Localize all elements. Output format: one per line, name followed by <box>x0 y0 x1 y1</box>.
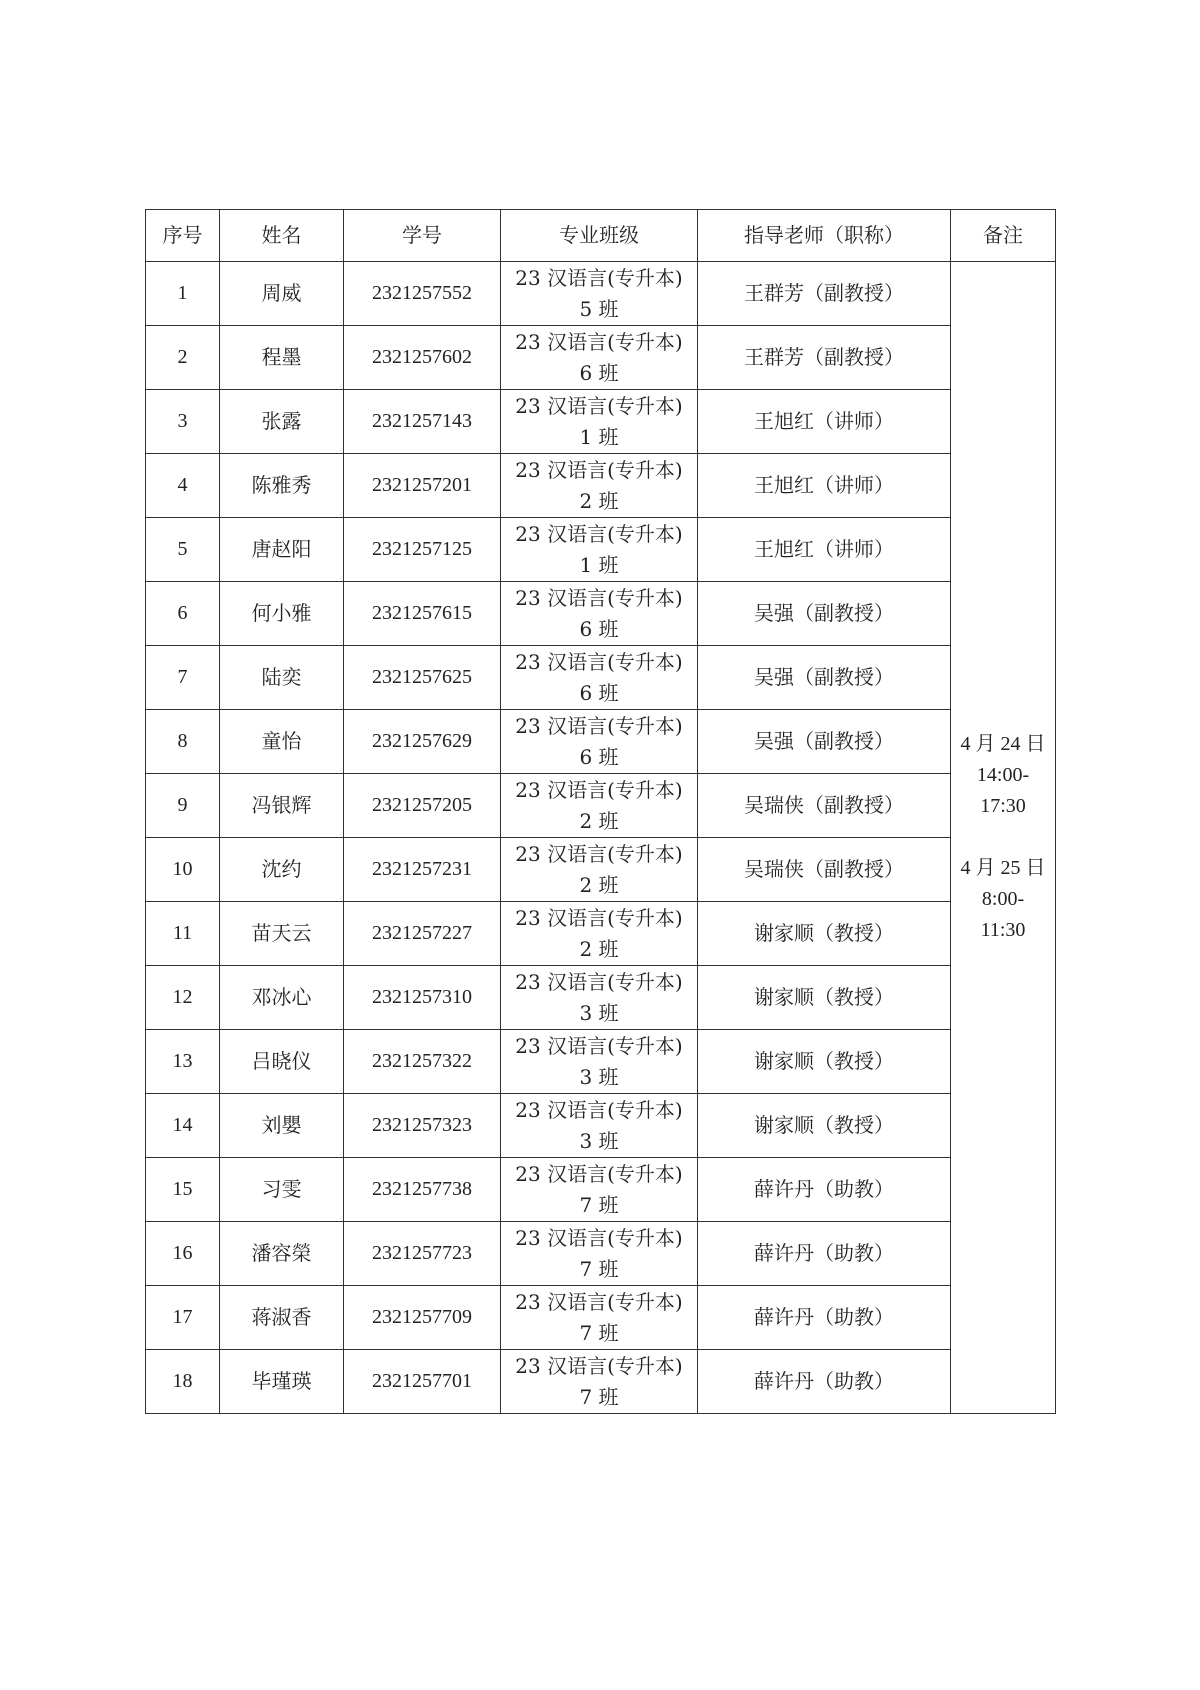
advisor-cell: 薛许丹（助教） <box>698 1222 951 1286</box>
table-row <box>146 1222 1056 1286</box>
major-class-line1: 23 汉语言(专升本) <box>515 1353 683 1378</box>
major-class-line1: 23 汉语言(专升本) <box>515 649 683 674</box>
major-class-line1: 23 汉语言(专升本) <box>515 1097 683 1122</box>
major-class-line1: 23 汉语言(专升本) <box>515 841 683 866</box>
seq-cell: 7 <box>146 646 220 710</box>
header-name: 姓名 <box>220 210 344 262</box>
major-class-cell <box>501 1350 698 1414</box>
seq-cell: 3 <box>146 390 220 454</box>
remark-session1-time-end: 17:30 <box>980 795 1026 817</box>
major-class-line2: 2 班 <box>579 936 619 961</box>
major-class-line2: 3 班 <box>579 1128 619 1153</box>
major-class-cell <box>501 1158 698 1222</box>
name-cell: 程墨 <box>220 326 344 390</box>
name-cell: 张露 <box>220 390 344 454</box>
major-class-line1: 23 汉语言(专升本) <box>515 521 683 546</box>
major-class-line1: 23 汉语言(专升本) <box>515 713 683 738</box>
student-id-cell: 2321257602 <box>344 326 501 390</box>
name-cell: 刘嬰 <box>220 1094 344 1158</box>
remark-spacer <box>955 822 1051 853</box>
advisor-cell: 谢家顺（教授） <box>698 1030 951 1094</box>
table-row <box>146 1094 1056 1158</box>
major-class-line1: 23 汉语言(专升本) <box>515 585 683 610</box>
header-advisor: 指导老师（职称） <box>698 210 951 262</box>
major-class-line2: 1 班 <box>579 552 619 577</box>
major-class-line2: 1 班 <box>579 424 619 449</box>
student-id-cell: 2321257615 <box>344 582 501 646</box>
advisor-cell: 薛许丹（助教） <box>698 1350 951 1414</box>
remark-session2-time-start: 8:00- <box>981 888 1025 910</box>
student-id-cell: 2321257310 <box>344 966 501 1030</box>
remark-session1-time-start: 14:00- <box>976 764 1030 786</box>
advisor-cell: 吴瑞侠（副教授） <box>698 774 951 838</box>
major-class-line2: 6 班 <box>579 680 619 705</box>
student-id-cell: 2321257701 <box>344 1350 501 1414</box>
major-class-line2: 5 班 <box>579 296 619 321</box>
major-class-line1: 23 汉语言(专升本) <box>515 1225 683 1250</box>
defense-schedule-table <box>145 209 1056 1414</box>
seq-cell: 14 <box>146 1094 220 1158</box>
seq-cell: 8 <box>146 710 220 774</box>
seq-cell: 4 <box>146 454 220 518</box>
table-row <box>146 1030 1056 1094</box>
major-class-line2: 6 班 <box>579 616 619 641</box>
name-cell: 唐赵阳 <box>220 518 344 582</box>
name-cell: 何小雅 <box>220 582 344 646</box>
advisor-cell: 吴强（副教授） <box>698 710 951 774</box>
table-row <box>146 1350 1056 1414</box>
major-class-line2: 6 班 <box>579 360 619 385</box>
seq-cell: 15 <box>146 1158 220 1222</box>
major-class-cell <box>501 966 698 1030</box>
table-row <box>146 1286 1056 1350</box>
remark-session2-time-end: 11:30 <box>980 919 1026 941</box>
major-class-cell <box>501 326 698 390</box>
major-class-cell <box>501 902 698 966</box>
table-row <box>146 326 1056 390</box>
major-class-line2: 6 班 <box>579 744 619 769</box>
seq-cell: 10 <box>146 838 220 902</box>
remark-session2-date: 4 月 25 日 <box>960 857 1046 879</box>
major-class-line2: 2 班 <box>579 488 619 513</box>
table-row <box>146 582 1056 646</box>
table-row <box>146 262 1056 326</box>
table-row <box>146 966 1056 1030</box>
major-class-line1: 23 汉语言(专升本) <box>515 905 683 930</box>
name-cell: 蒋淑香 <box>220 1286 344 1350</box>
seq-cell: 16 <box>146 1222 220 1286</box>
seq-cell: 1 <box>146 262 220 326</box>
seq-cell: 18 <box>146 1350 220 1414</box>
name-cell: 习雯 <box>220 1158 344 1222</box>
student-id-cell: 2321257323 <box>344 1094 501 1158</box>
student-id-cell: 2321257723 <box>344 1222 501 1286</box>
table-row <box>146 710 1056 774</box>
name-cell: 童怡 <box>220 710 344 774</box>
student-id-cell: 2321257709 <box>344 1286 501 1350</box>
name-cell: 邓冰心 <box>220 966 344 1030</box>
header-seq: 序号 <box>146 210 220 262</box>
advisor-cell: 薛许丹（助教） <box>698 1158 951 1222</box>
advisor-cell: 谢家顺（教授） <box>698 902 951 966</box>
advisor-cell: 王旭红（讲师） <box>698 390 951 454</box>
student-id-cell: 2321257738 <box>344 1158 501 1222</box>
name-cell: 潘容榮 <box>220 1222 344 1286</box>
major-class-cell <box>501 390 698 454</box>
name-cell: 毕瑾瑛 <box>220 1350 344 1414</box>
table-body <box>146 262 1056 1414</box>
name-cell: 周威 <box>220 262 344 326</box>
table-row <box>146 646 1056 710</box>
major-class-line2: 7 班 <box>579 1192 619 1217</box>
name-cell: 冯银辉 <box>220 774 344 838</box>
advisor-cell: 谢家顺（教授） <box>698 1094 951 1158</box>
major-class-cell <box>501 262 698 326</box>
major-class-line2: 7 班 <box>579 1384 619 1409</box>
major-class-line1: 23 汉语言(专升本) <box>515 1161 683 1186</box>
header-student-id: 学号 <box>344 210 501 262</box>
major-class-cell <box>501 1286 698 1350</box>
major-class-line1: 23 汉语言(专升本) <box>515 393 683 418</box>
major-class-line2: 2 班 <box>579 808 619 833</box>
seq-cell: 17 <box>146 1286 220 1350</box>
major-class-line2: 2 班 <box>579 872 619 897</box>
table-row <box>146 390 1056 454</box>
header-remark: 备注 <box>951 210 1056 262</box>
student-id-cell: 2321257125 <box>344 518 501 582</box>
major-class-cell <box>501 582 698 646</box>
major-class-line1: 23 汉语言(专升本) <box>515 1033 683 1058</box>
major-class-cell <box>501 1222 698 1286</box>
seq-cell: 6 <box>146 582 220 646</box>
table-header-row <box>146 210 1056 262</box>
major-class-line2: 7 班 <box>579 1256 619 1281</box>
header-major-class: 专业班级 <box>501 210 698 262</box>
advisor-cell: 吴强（副教授） <box>698 646 951 710</box>
remark-session1-date: 4 月 24 日 <box>960 733 1046 755</box>
table-row <box>146 1158 1056 1222</box>
table-row <box>146 518 1056 582</box>
name-cell: 沈约 <box>220 838 344 902</box>
student-id-cell: 2321257629 <box>344 710 501 774</box>
major-class-cell <box>501 518 698 582</box>
major-class-line2: 3 班 <box>579 1064 619 1089</box>
major-class-cell <box>501 774 698 838</box>
student-id-cell: 2321257227 <box>344 902 501 966</box>
table-row <box>146 774 1056 838</box>
name-cell: 陈雅秀 <box>220 454 344 518</box>
table-row <box>146 838 1056 902</box>
student-id-cell: 2321257201 <box>344 454 501 518</box>
seq-cell: 2 <box>146 326 220 390</box>
major-class-line1: 23 汉语言(专升本) <box>515 265 683 290</box>
major-class-line2: 7 班 <box>579 1320 619 1345</box>
table-row <box>146 902 1056 966</box>
student-id-cell: 2321257552 <box>344 262 501 326</box>
student-id-cell: 2321257322 <box>344 1030 501 1094</box>
seq-cell: 13 <box>146 1030 220 1094</box>
student-id-cell: 2321257205 <box>344 774 501 838</box>
remark-cell <box>951 262 1056 1414</box>
seq-cell: 9 <box>146 774 220 838</box>
name-cell: 陆奕 <box>220 646 344 710</box>
major-class-line2: 3 班 <box>579 1000 619 1025</box>
major-class-cell <box>501 646 698 710</box>
table-row <box>146 454 1056 518</box>
major-class-line1: 23 汉语言(专升本) <box>515 329 683 354</box>
major-class-cell <box>501 1030 698 1094</box>
name-cell: 吕晓仪 <box>220 1030 344 1094</box>
advisor-cell: 王旭红（讲师） <box>698 454 951 518</box>
student-id-cell: 2321257625 <box>344 646 501 710</box>
major-class-line1: 23 汉语言(专升本) <box>515 457 683 482</box>
student-id-cell: 2321257143 <box>344 390 501 454</box>
student-id-cell: 2321257231 <box>344 838 501 902</box>
advisor-cell: 王旭红（讲师） <box>698 518 951 582</box>
seq-cell: 12 <box>146 966 220 1030</box>
advisor-cell: 吴瑞侠（副教授） <box>698 838 951 902</box>
advisor-cell: 王群芳（副教授） <box>698 262 951 326</box>
seq-cell: 5 <box>146 518 220 582</box>
major-class-cell <box>501 710 698 774</box>
major-class-line1: 23 汉语言(专升本) <box>515 1289 683 1314</box>
seq-cell: 11 <box>146 902 220 966</box>
major-class-line1: 23 汉语言(专升本) <box>515 777 683 802</box>
major-class-cell <box>501 454 698 518</box>
advisor-cell: 薛许丹（助教） <box>698 1286 951 1350</box>
major-class-cell <box>501 838 698 902</box>
name-cell: 苗天云 <box>220 902 344 966</box>
advisor-cell: 谢家顺（教授） <box>698 966 951 1030</box>
advisor-cell: 吴强（副教授） <box>698 582 951 646</box>
major-class-line1: 23 汉语言(专升本) <box>515 969 683 994</box>
major-class-cell <box>501 1094 698 1158</box>
advisor-cell: 王群芳（副教授） <box>698 326 951 390</box>
